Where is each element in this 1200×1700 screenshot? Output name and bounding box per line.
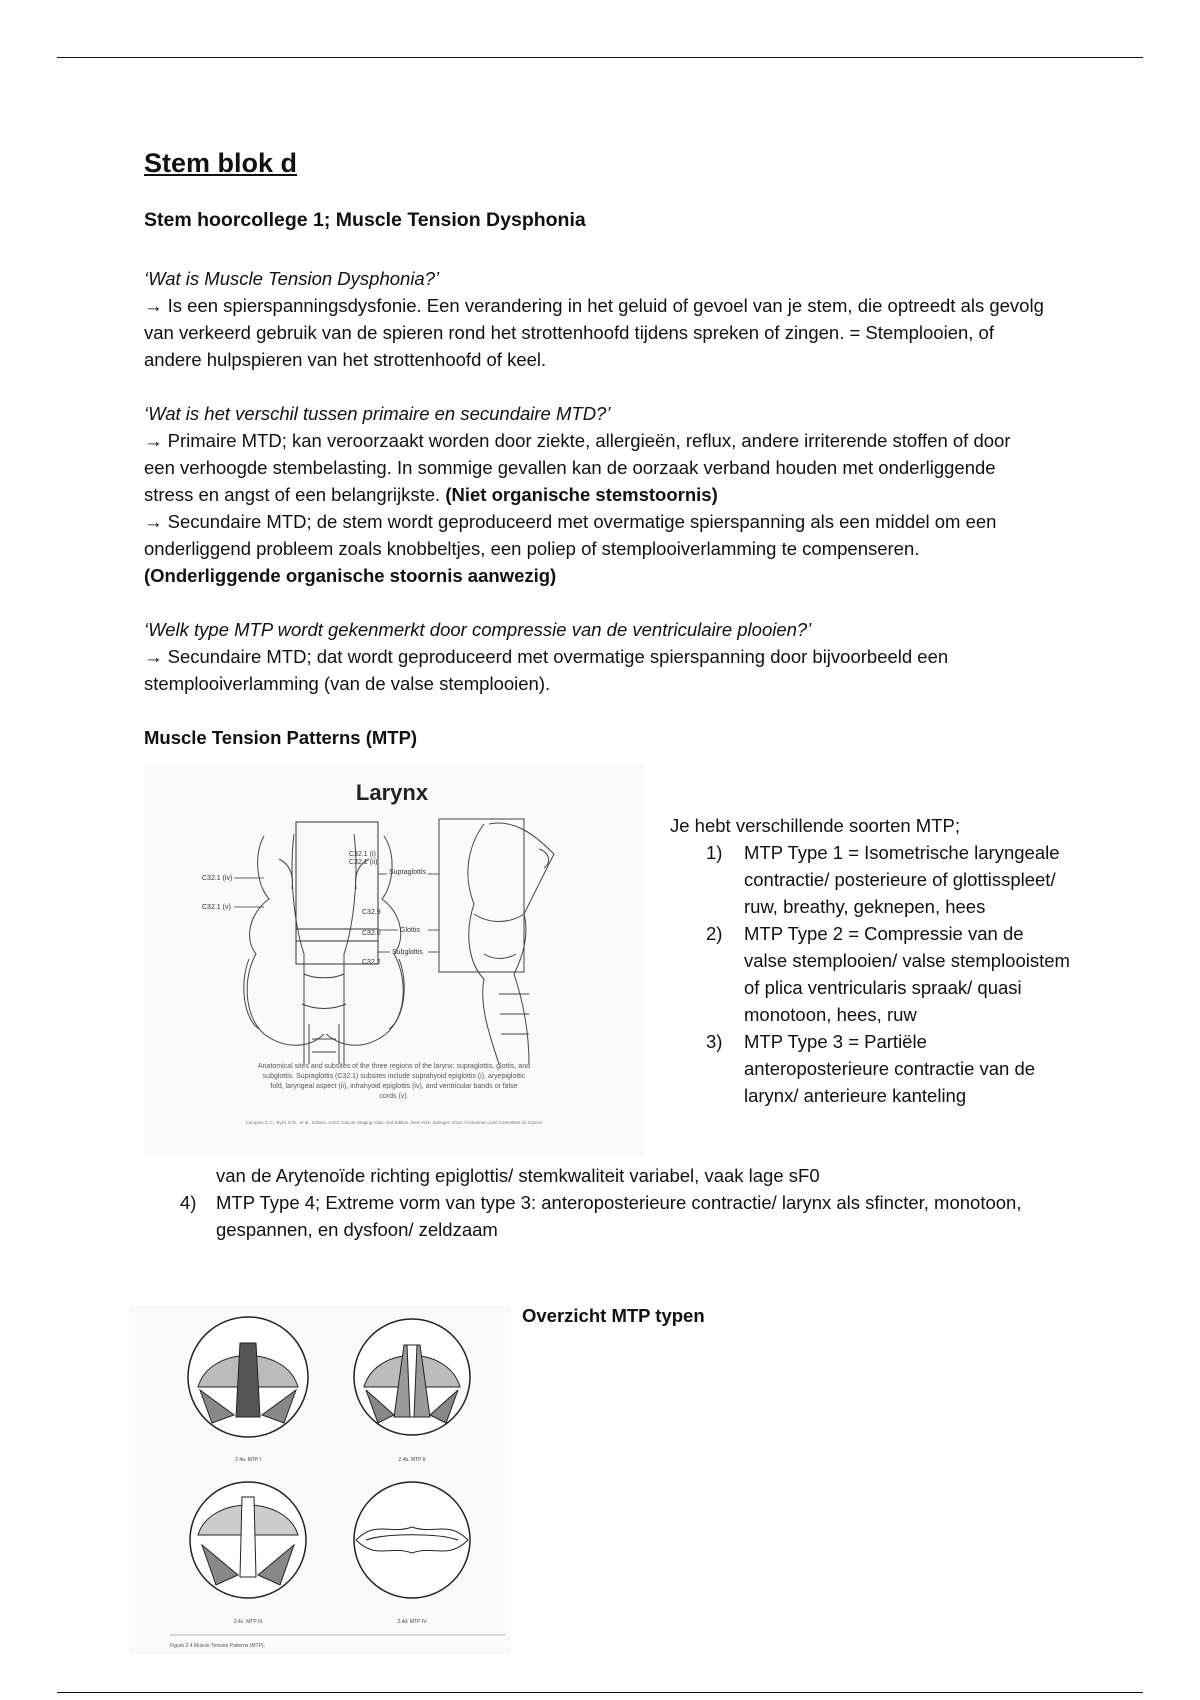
question-1: ‘Wat is Muscle Tension Dysphonia?’ xyxy=(144,268,440,289)
larynx-figure-title: Larynx xyxy=(355,780,429,805)
label-c321-v: C32.1 (v) xyxy=(202,904,231,911)
larynx-source: Compton C.C., Byrd, D.R., et al., Editors. AJCC Cancer Staging Atlas, 2nd Edition. New York: Springer; 2012. ©American Joint Committee on Cancer xyxy=(245,1120,543,1125)
mtp-types-list xyxy=(670,812,1070,1109)
mtp-type-3-text: MTP Type 3 = Partiële anteroposterieure contractie van de larynx/ anterieure kanteling xyxy=(744,1031,1036,1106)
answer-2a-bold: (Niet organische stemstoornis) xyxy=(445,484,718,505)
bottom-rule xyxy=(57,1692,1143,1693)
question-3: ‘Welk type MTP wordt gekenmerkt door compressie van de ventriculaire plooien?’ xyxy=(144,619,812,640)
mtp-type-3-num: 3) xyxy=(706,1031,723,1052)
overview-section xyxy=(130,1305,1030,1665)
document-body xyxy=(144,145,1070,1243)
mtp-panel-3 xyxy=(190,1482,306,1598)
mtp-type-2 xyxy=(670,920,1070,1028)
label-c320: C32.0 xyxy=(362,930,381,937)
mtp-heading: Muscle Tension Patterns (MTP) xyxy=(144,727,418,748)
label-c321-iv: C32.1 (iv) xyxy=(202,875,233,882)
mtp-type-3-continuation: van de Arytenoïde richting epiglottis/ stemkwaliteit variabel, vaak lage sF0 xyxy=(216,1165,820,1186)
mtp-type-1 xyxy=(670,839,1070,920)
answer-2b-bold: (Onderliggende organische stoornis aanwezig) xyxy=(144,565,557,586)
panel-label-1: 2.4a. MTP I xyxy=(235,1457,261,1463)
larynx-section xyxy=(144,764,1070,1164)
mtp-overview-figure xyxy=(130,1305,510,1655)
mtp-panel-4 xyxy=(354,1482,470,1598)
answer-2a xyxy=(144,427,1044,508)
label-subglottis: Subglottis xyxy=(392,949,423,956)
larynx-figure xyxy=(144,764,644,1156)
larynx-caption-line: cords (v). xyxy=(379,1093,409,1100)
mtp-panel-1 xyxy=(188,1317,308,1437)
mtp-panel-2 xyxy=(354,1319,470,1435)
panel-label-4: 2.4d. MTP IV xyxy=(397,1619,427,1625)
page-title: Stem blok d xyxy=(144,148,298,178)
overview-caption: Figure 2.4 Muscle Tension Patterns (MTP). xyxy=(170,1643,265,1649)
answer-3: → Secundaire MTD; dat wordt geproduceerd met overmatige spierspanning door bijvoorbeeld een stemplooiverlamming (van de valse stemplooien). xyxy=(144,646,949,694)
larynx-caption-line: fold, laryngeal aspect (ii), infrahyoid epiglottis (iv), and ventricular bands or false xyxy=(270,1083,518,1090)
top-rule xyxy=(57,57,1143,58)
answer-2b-text: → Secundaire MTD; de stem wordt geproduceerd met overmatige spierspanning als een middel om een onderliggend probleem zoals knobbeltjes, een poliep of stemplooiverlamming te compenseren. xyxy=(144,511,997,559)
label-supraglottis: Supraglottis xyxy=(389,869,426,876)
mtp-type-1-text: MTP Type 1 = Isometrische laryngeale contractie/ posterieure of glottisspleet/ ruw, breathy, geknepen, hees xyxy=(744,842,1060,917)
mtp-type-4-text: MTP Type 4; Extreme vorm van type 3: anteroposterieure contractie/ larynx als sfincter, monotoon, gespannen, en dysfoon/ zeldzaam xyxy=(216,1192,1022,1240)
page-subtitle: Stem hoorcollege 1; Muscle Tension Dysphonia xyxy=(144,209,586,231)
label-c321-ii: C32.1 (ii) xyxy=(349,859,378,866)
answer-2b xyxy=(144,508,1044,589)
mtp-type-1-num: 1) xyxy=(706,842,723,863)
answer-1: → Is een spierspanningsdysfonie. Een verandering in het geluid of gevoel van je stem, die optreedt als gevolg van verkeerd gebruik van de spieren rond het strottenhoofd tijdens spreken of zingen. = Stemplooien, of andere hulpspieren van het strottenhoofd of keel. xyxy=(144,295,1044,370)
qa-block-3 xyxy=(144,616,1044,697)
mtp-type-4-num: 4) xyxy=(180,1192,197,1213)
answer-2a-text: → Primaire MTD; kan veroorzaakt worden door ziekte, allergieën, reflux, andere irriterende stoffen of door een verhoogde stembelasting. In sommige gevallen kan de oorzaak verband houden met onderliggende stress en angst of een belangrijkste. xyxy=(144,430,1011,505)
mtp-type-2-num: 2) xyxy=(706,923,723,944)
mtp-type-4 xyxy=(144,1189,1044,1243)
label-c329: C32.9 xyxy=(362,909,381,916)
qa-block-2 xyxy=(144,400,1044,589)
label-glottis: Glottis xyxy=(400,927,420,934)
mtp-type-3 xyxy=(670,1028,1070,1109)
panel-label-3: 2.4c. MTP III xyxy=(233,1619,263,1625)
mtp-intro: Je hebt verschillende soorten MTP; xyxy=(670,815,960,836)
mtp-types xyxy=(670,839,1070,1109)
label-c321-i: C32.1 (i) xyxy=(349,851,376,858)
larynx-caption-line: Anatomical sites and subsites of the three regions of the larynx: supraglottis, glottis, and xyxy=(258,1063,530,1070)
question-2: ‘Wat is het verschil tussen primaire en secundaire MTD?’ xyxy=(144,403,611,424)
larynx-caption-line: subglottis. Supraglottis (C32.1) subsites include suprahyoid epiglottis (i), aryepiglottic xyxy=(262,1073,526,1080)
panel-label-2: 2.4b. MTP II xyxy=(398,1457,426,1463)
overview-title: Overzicht MTP typen xyxy=(522,1305,705,1326)
qa-block-1 xyxy=(144,265,1044,373)
label-c322: C32.2 xyxy=(362,959,381,966)
mtp-type-2-text: MTP Type 2 = Compressie van de valse stemplooien/ valse stemplooistem of plica ventricularis spraak/ quasi monotoon, hees, ruw xyxy=(744,923,1070,1025)
